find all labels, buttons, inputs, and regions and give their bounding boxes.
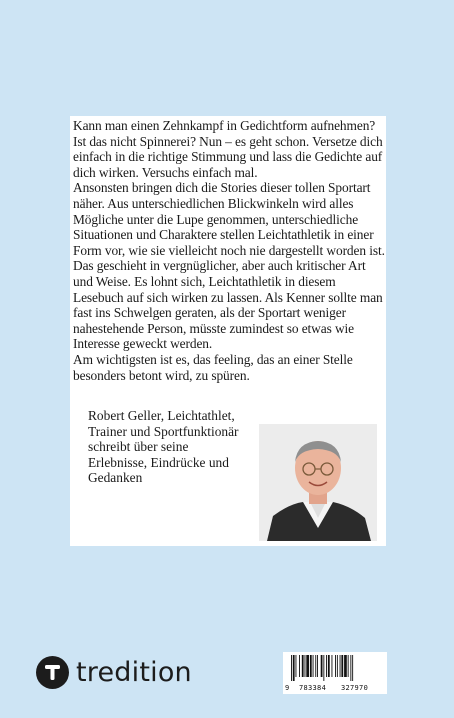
barcode-bar [352, 655, 353, 681]
barcode-bar [302, 655, 304, 677]
barcode-bar [305, 655, 306, 677]
barcode-group-2: 327970 [341, 684, 369, 692]
barcode-bar [335, 655, 336, 677]
blurb-paragraph-2: Ansonsten bringen dich die Stories dieser tollen Sportart näher. Aus unterschiedlichen Blickwinkeln wird alles Mögliche unter die Lupe genommen, unterschiedliche Situationen und Charaktere stellen Leichtathletik in einer Form vor, wie sie vielleicht noch nie dargestellt worden ist. Das geschieht in vergnüglicher, aber auch kritischer Art und Weise. Es lohnt sich, Leichtathletik in diesem Lesebuch auf sich wirken zu lassen. Als Kenner sollte man fast ins Schwelgen geraten, als der Sportart weniger nahestehende Person, müsste zumindest so etwas wie Interesse geweckt werden. [73, 180, 385, 352]
author-bio-text: Robert Geller, Leichtathlet, Trainer und Sportfunktionär schreibt über seine Erlebnisse, Eindrücke und Gedanken [88, 408, 239, 486]
back-cover-text-panel [70, 116, 386, 546]
barcode-bar [350, 655, 351, 681]
author-bio [88, 408, 248, 486]
publisher-name: tredition [76, 656, 192, 688]
barcode-bar [341, 655, 343, 677]
barcode-bar [328, 655, 330, 677]
barcode-bar [337, 655, 338, 677]
barcode-bars [291, 655, 381, 681]
barcode-bar [348, 655, 349, 677]
barcode-bar [291, 655, 292, 681]
barcode-bar [296, 655, 297, 677]
isbn-barcode [283, 652, 387, 694]
publisher-logo [36, 655, 192, 689]
barcode-bar [313, 655, 314, 677]
barcode-bar [323, 655, 324, 681]
barcode-prefix: 9 [285, 684, 290, 692]
barcode-bar [306, 655, 309, 677]
barcode-bar [340, 655, 341, 677]
author-portrait-image [259, 424, 377, 541]
author-photo [259, 424, 377, 541]
barcode-bar [299, 655, 300, 677]
barcode-bar [317, 655, 318, 677]
barcode-bar [321, 655, 323, 677]
blurb-paragraph-1: Kann man einen Zehnkampf in Gedichtform aufnehmen? Ist das nicht Spinnerei? Nun – es geht schon. Versetze dich einfach in die richtige Stimmung und lass die Gedichte auf dich wirken. Versuchs einfach mal. [73, 118, 383, 180]
barcode-bar [332, 655, 333, 677]
blurb-text [73, 118, 385, 383]
barcode-bar [310, 655, 312, 677]
barcode-group-1: 783384 [299, 684, 327, 692]
barcode-bar [315, 655, 316, 677]
barcode-bar [344, 655, 347, 677]
barcode-bar [293, 655, 295, 681]
barcode-bar [326, 655, 327, 677]
tredition-logo-icon [36, 656, 69, 689]
blurb-paragraph-3: Am wichtigsten ist es, das feeling, das an einer Stelle besonders betont wird, zu spüren. [73, 351, 353, 383]
